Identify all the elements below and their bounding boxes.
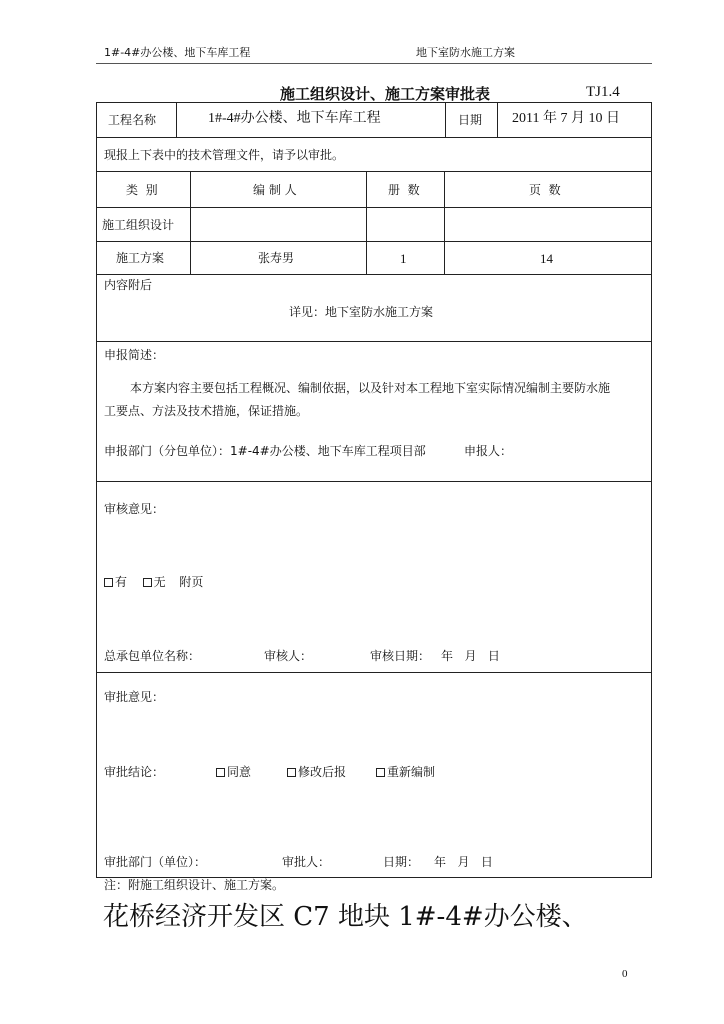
row-line	[96, 274, 652, 275]
attachment-text: 详见：地下室防水施工方案	[289, 305, 434, 319]
col-line	[366, 171, 367, 274]
row-author: 张寿男	[258, 251, 295, 265]
col-header-category: 类 别	[126, 183, 158, 197]
col-line	[444, 171, 445, 274]
checkbox-has-attachment[interactable]	[104, 578, 113, 587]
row-pages: 14	[540, 251, 553, 266]
page-number: 0	[622, 968, 628, 980]
header-right: 地下室防水施工方案	[416, 46, 515, 59]
row-line	[96, 672, 652, 673]
row-category: 施工组织设计	[102, 218, 175, 232]
applicant-person: 申报人：	[464, 444, 513, 458]
row-line	[96, 481, 652, 482]
review-date-value: 年 月 日	[441, 649, 500, 663]
approval-date-label: 日期：	[383, 855, 420, 869]
conclusion-label: 审批结论：	[104, 765, 165, 779]
option-attach-pages: 附页	[179, 575, 204, 589]
project-value: 1#-4#办公楼、地下车库工程	[208, 111, 381, 126]
row-line	[96, 207, 652, 208]
option-revise-group	[287, 765, 346, 779]
row-line	[96, 137, 652, 138]
col-header-volumes: 册 数	[388, 183, 420, 197]
summary-line-1: 本方案内容主要包括工程概况、编制依据，以及针对本工程地下室实际情况编制主要防水施	[130, 381, 611, 395]
checkbox-revise[interactable]	[287, 768, 296, 777]
approver-label: 审批人：	[282, 855, 331, 869]
row-line	[96, 171, 652, 172]
form-note: 注：附施工组织设计、施工方案。	[104, 878, 285, 892]
option-has: 有	[115, 575, 128, 589]
body-heading: 花桥经济开发区 C7 地块 1#-4#办公楼、	[103, 902, 588, 932]
option-agree-group	[216, 765, 251, 779]
approval-table	[96, 102, 652, 878]
row-volumes: 1	[400, 251, 407, 266]
date-value: 2011 年 7 月 10 日	[512, 111, 620, 126]
applicant-dept: 申报部门（分包单位）：1#-4#办公楼、地下车库工程项目部	[104, 444, 426, 458]
intro-text: 现报上下表中的技术管理文件，请予以审批。	[104, 148, 345, 162]
form-code: TJ1.4	[586, 84, 620, 100]
approval-date-value: 年 月 日	[434, 855, 493, 869]
checkbox-no-attachment[interactable]	[143, 578, 152, 587]
option-redo: 重新编制	[387, 765, 436, 779]
col-line	[497, 102, 498, 137]
option-revise: 修改后报	[298, 765, 347, 779]
row-line	[96, 341, 652, 342]
checkbox-agree[interactable]	[216, 768, 225, 777]
header-rule	[96, 63, 652, 64]
approval-dept-label: 审批部门（单位）：	[104, 855, 207, 869]
option-redo-group	[376, 765, 435, 779]
option-none: 无	[153, 575, 166, 589]
attachment-options	[104, 575, 203, 589]
attachment-label: 内容附后	[104, 278, 153, 292]
option-agree: 同意	[227, 765, 252, 779]
col-line	[190, 171, 191, 274]
summary-line-2: 工要点、方法及技术措施，保证措施。	[104, 404, 309, 418]
review-date-label: 审核日期：	[370, 649, 431, 663]
col-line	[176, 102, 177, 137]
project-label: 工程名称	[108, 113, 157, 127]
col-header-author: 编 制 人	[253, 183, 297, 197]
summary-label: 申报简述：	[104, 348, 165, 362]
checkbox-redo[interactable]	[376, 768, 385, 777]
form-title: 施工组织设计、施工方案审批表	[280, 85, 491, 103]
review-label: 审核意见：	[104, 502, 165, 516]
date-label: 日期	[458, 113, 483, 127]
col-line	[445, 102, 446, 137]
reviewer-label: 审核人：	[264, 649, 313, 663]
contractor-label: 总承包单位名称：	[104, 649, 201, 663]
header-left: 1#-4#办公楼、地下车库工程	[104, 46, 251, 59]
approval-label: 审批意见：	[104, 690, 165, 704]
col-header-pages: 页 数	[529, 183, 561, 197]
row-line	[96, 241, 652, 242]
row-category: 施工方案	[116, 251, 165, 265]
